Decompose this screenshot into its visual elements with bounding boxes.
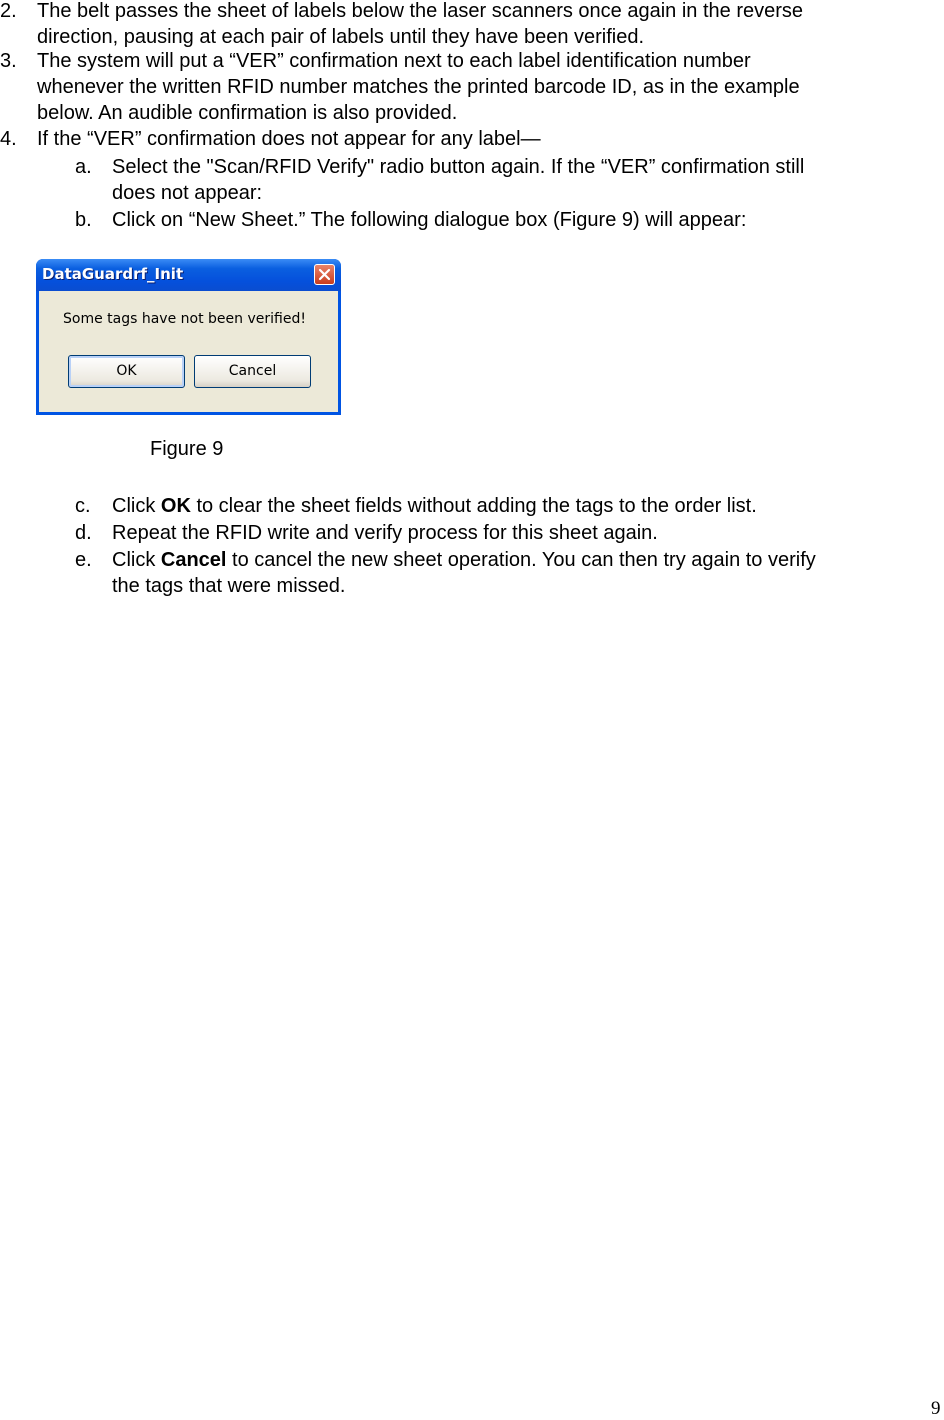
substep-d [75, 520, 944, 546]
close-icon [318, 268, 331, 281]
text-suffix: to cancel the new sheet operation. You can then try again to verify [226, 549, 816, 571]
text-prefix: Click [112, 549, 161, 571]
substep-letter: b. [75, 209, 92, 231]
dialog-message: Some tags have not been verified! [63, 311, 306, 327]
step-4 [0, 126, 944, 152]
substep-letter: e. [75, 549, 92, 571]
step-text-line: The belt passes the sheet of labels below the laser scanners once again in the reverse [37, 0, 804, 22]
step-3 [0, 48, 944, 126]
dialog-title: DataGuardrf_Init [42, 265, 184, 283]
step-text-line: The system will put a “VER” confirmation next to each label identification number [37, 50, 751, 72]
substep-letter: a. [75, 156, 92, 178]
ok-emphasis: OK [160, 495, 191, 517]
close-button[interactable] [314, 264, 335, 285]
step-number: 4. [0, 128, 17, 150]
substep-letter: c. [75, 495, 91, 517]
figure-caption: Figure 9 [150, 438, 224, 460]
step-number: 2. [0, 0, 17, 22]
dialog-body [39, 291, 338, 412]
cancel-button[interactable]: Cancel [194, 355, 311, 388]
substep-b [75, 207, 944, 233]
dialog-title-bar [36, 259, 341, 291]
substep-e [75, 547, 944, 599]
substep-text-line: Click on “New Sheet.” The following dialogue box (Figure 9) will appear: [112, 209, 747, 231]
substep-text-line: Select the "Scan/RFID Verify" radio button again. If the “VER” confirmation still [112, 156, 805, 178]
cancel-emphasis: Cancel [160, 549, 227, 571]
substep-text-line: does not appear: [112, 182, 263, 204]
text-prefix: Click [112, 495, 161, 517]
substep-text [112, 493, 757, 519]
substep-text [112, 547, 816, 573]
step-text-line: If the “VER” confirmation does not appear for any label— [37, 128, 541, 150]
step-number: 3. [0, 50, 17, 72]
step-text-line: below. An audible confirmation is also provided. [37, 102, 458, 124]
substep-letter: d. [75, 522, 92, 544]
substep-text-line: the tags that were missed. [112, 575, 346, 597]
substep-text: Repeat the RFID write and verify process for this sheet again. [112, 522, 658, 544]
dialog-screenshot [36, 259, 341, 415]
page-number: 9 [931, 1398, 941, 1419]
step-text-line: direction, pausing at each pair of labels until they have been verified. [37, 26, 645, 48]
step-2 [0, 0, 944, 50]
step-text-line: whenever the written RFID number matches the printed barcode ID, as in the example [37, 76, 800, 98]
text-suffix: to clear the sheet fields without adding the tags to the order list. [190, 495, 757, 517]
ok-button[interactable]: OK [68, 355, 185, 388]
substep-a [75, 154, 944, 206]
substep-c [75, 493, 944, 519]
